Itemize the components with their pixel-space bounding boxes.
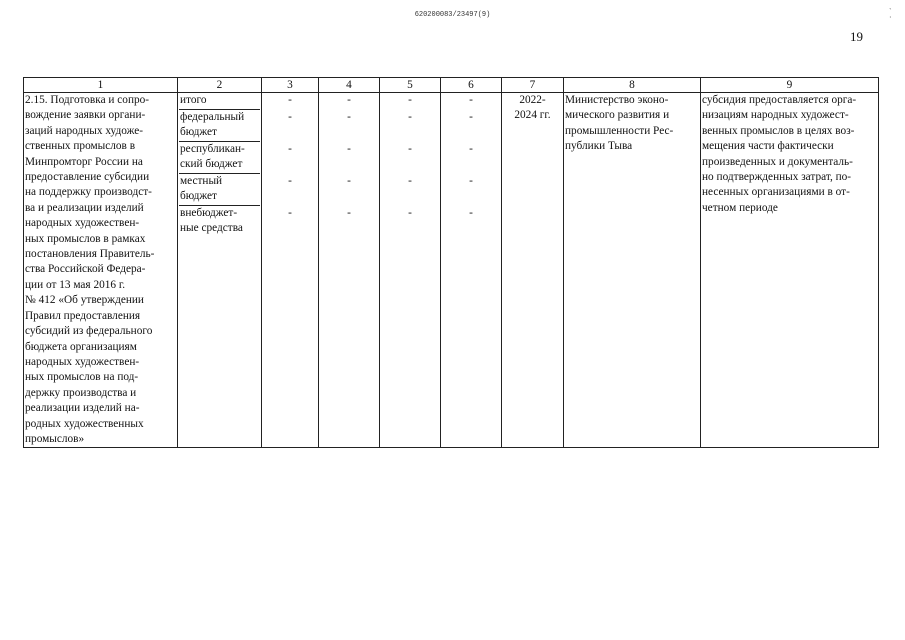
value-column-6 — [441, 93, 502, 448]
activities-table — [23, 77, 879, 448]
column-number: 8 — [564, 78, 701, 93]
source-label: федеральный бюджет — [179, 110, 260, 142]
column-number: 5 — [380, 78, 441, 93]
value-cell: - — [347, 175, 351, 187]
document-code: 620200083/23497(9) — [414, 11, 491, 19]
value-column-3 — [262, 93, 319, 448]
source-label: внебюджет- ные средства — [180, 207, 243, 235]
column-number: 3 — [262, 78, 319, 93]
column-number: 4 — [319, 78, 380, 93]
value-cell: - — [469, 175, 473, 187]
responsible-cell: Министерство эконо- мического развития и промышленности Рес- публики Тыва — [564, 93, 701, 448]
value-cell: - — [469, 207, 473, 219]
column-number: 7 — [502, 78, 564, 93]
column-number-row — [24, 78, 879, 93]
value-cell: - — [408, 143, 412, 155]
value-cell: - — [288, 111, 292, 123]
column-number: 6 — [441, 78, 502, 93]
value-cell: - — [469, 143, 473, 155]
value-cell: - — [469, 94, 473, 106]
value-cell: - — [347, 94, 351, 106]
value-cell: - — [288, 143, 292, 155]
source-label: республикан- ский бюджет — [179, 142, 260, 174]
value-cell: - — [408, 111, 412, 123]
period-cell: 2022- 2024 гг. — [502, 93, 564, 448]
value-cell: - — [347, 207, 351, 219]
value-cell: - — [288, 175, 292, 187]
column-number: 1 — [24, 78, 178, 93]
value-cell: - — [288, 207, 292, 219]
table-row — [24, 93, 879, 448]
value-cell: - — [408, 94, 412, 106]
measure-cell: 2.15. Подготовка и сопро- вождение заявки органи- заций народных художе- ственных промыслов в Минпромторг России на предоставление субсидии на поддержку производст- ва и реализации изделий народных художествен- ных промыслов в рамках постановления Правитель- ства Российской Федера- ции от 13 мая 2016 г. № 412 «Об утверждении Правил предоставления субсидий из федерального бюджета организациям народных художествен- ных промыслов на под- держку производства и реализации изделий на- родных художественных промыслов» — [24, 93, 178, 448]
value-cell: - — [469, 111, 473, 123]
result-cell: субсидия предоставляется орга- низациям народных художест- венных промыслов в целях воз- мещения части фактически произведенных и документаль- но подтвержденных затрат, по- несенных организациями в от- четном периоде — [701, 93, 879, 448]
column-number: 9 — [701, 78, 879, 93]
corner-mark: ` · — [889, 7, 892, 22]
page-number: 19 — [850, 29, 863, 44]
source-label: итого — [179, 93, 260, 110]
column-number: 2 — [178, 78, 262, 93]
funding-sources-cell — [178, 93, 262, 448]
source-label: местный бюджет — [179, 174, 260, 206]
value-cell: - — [408, 175, 412, 187]
value-cell: - — [347, 111, 351, 123]
value-cell: - — [347, 143, 351, 155]
value-cell: - — [288, 94, 292, 106]
value-cell: - — [408, 207, 412, 219]
value-column-4 — [319, 93, 380, 448]
value-column-5 — [380, 93, 441, 448]
